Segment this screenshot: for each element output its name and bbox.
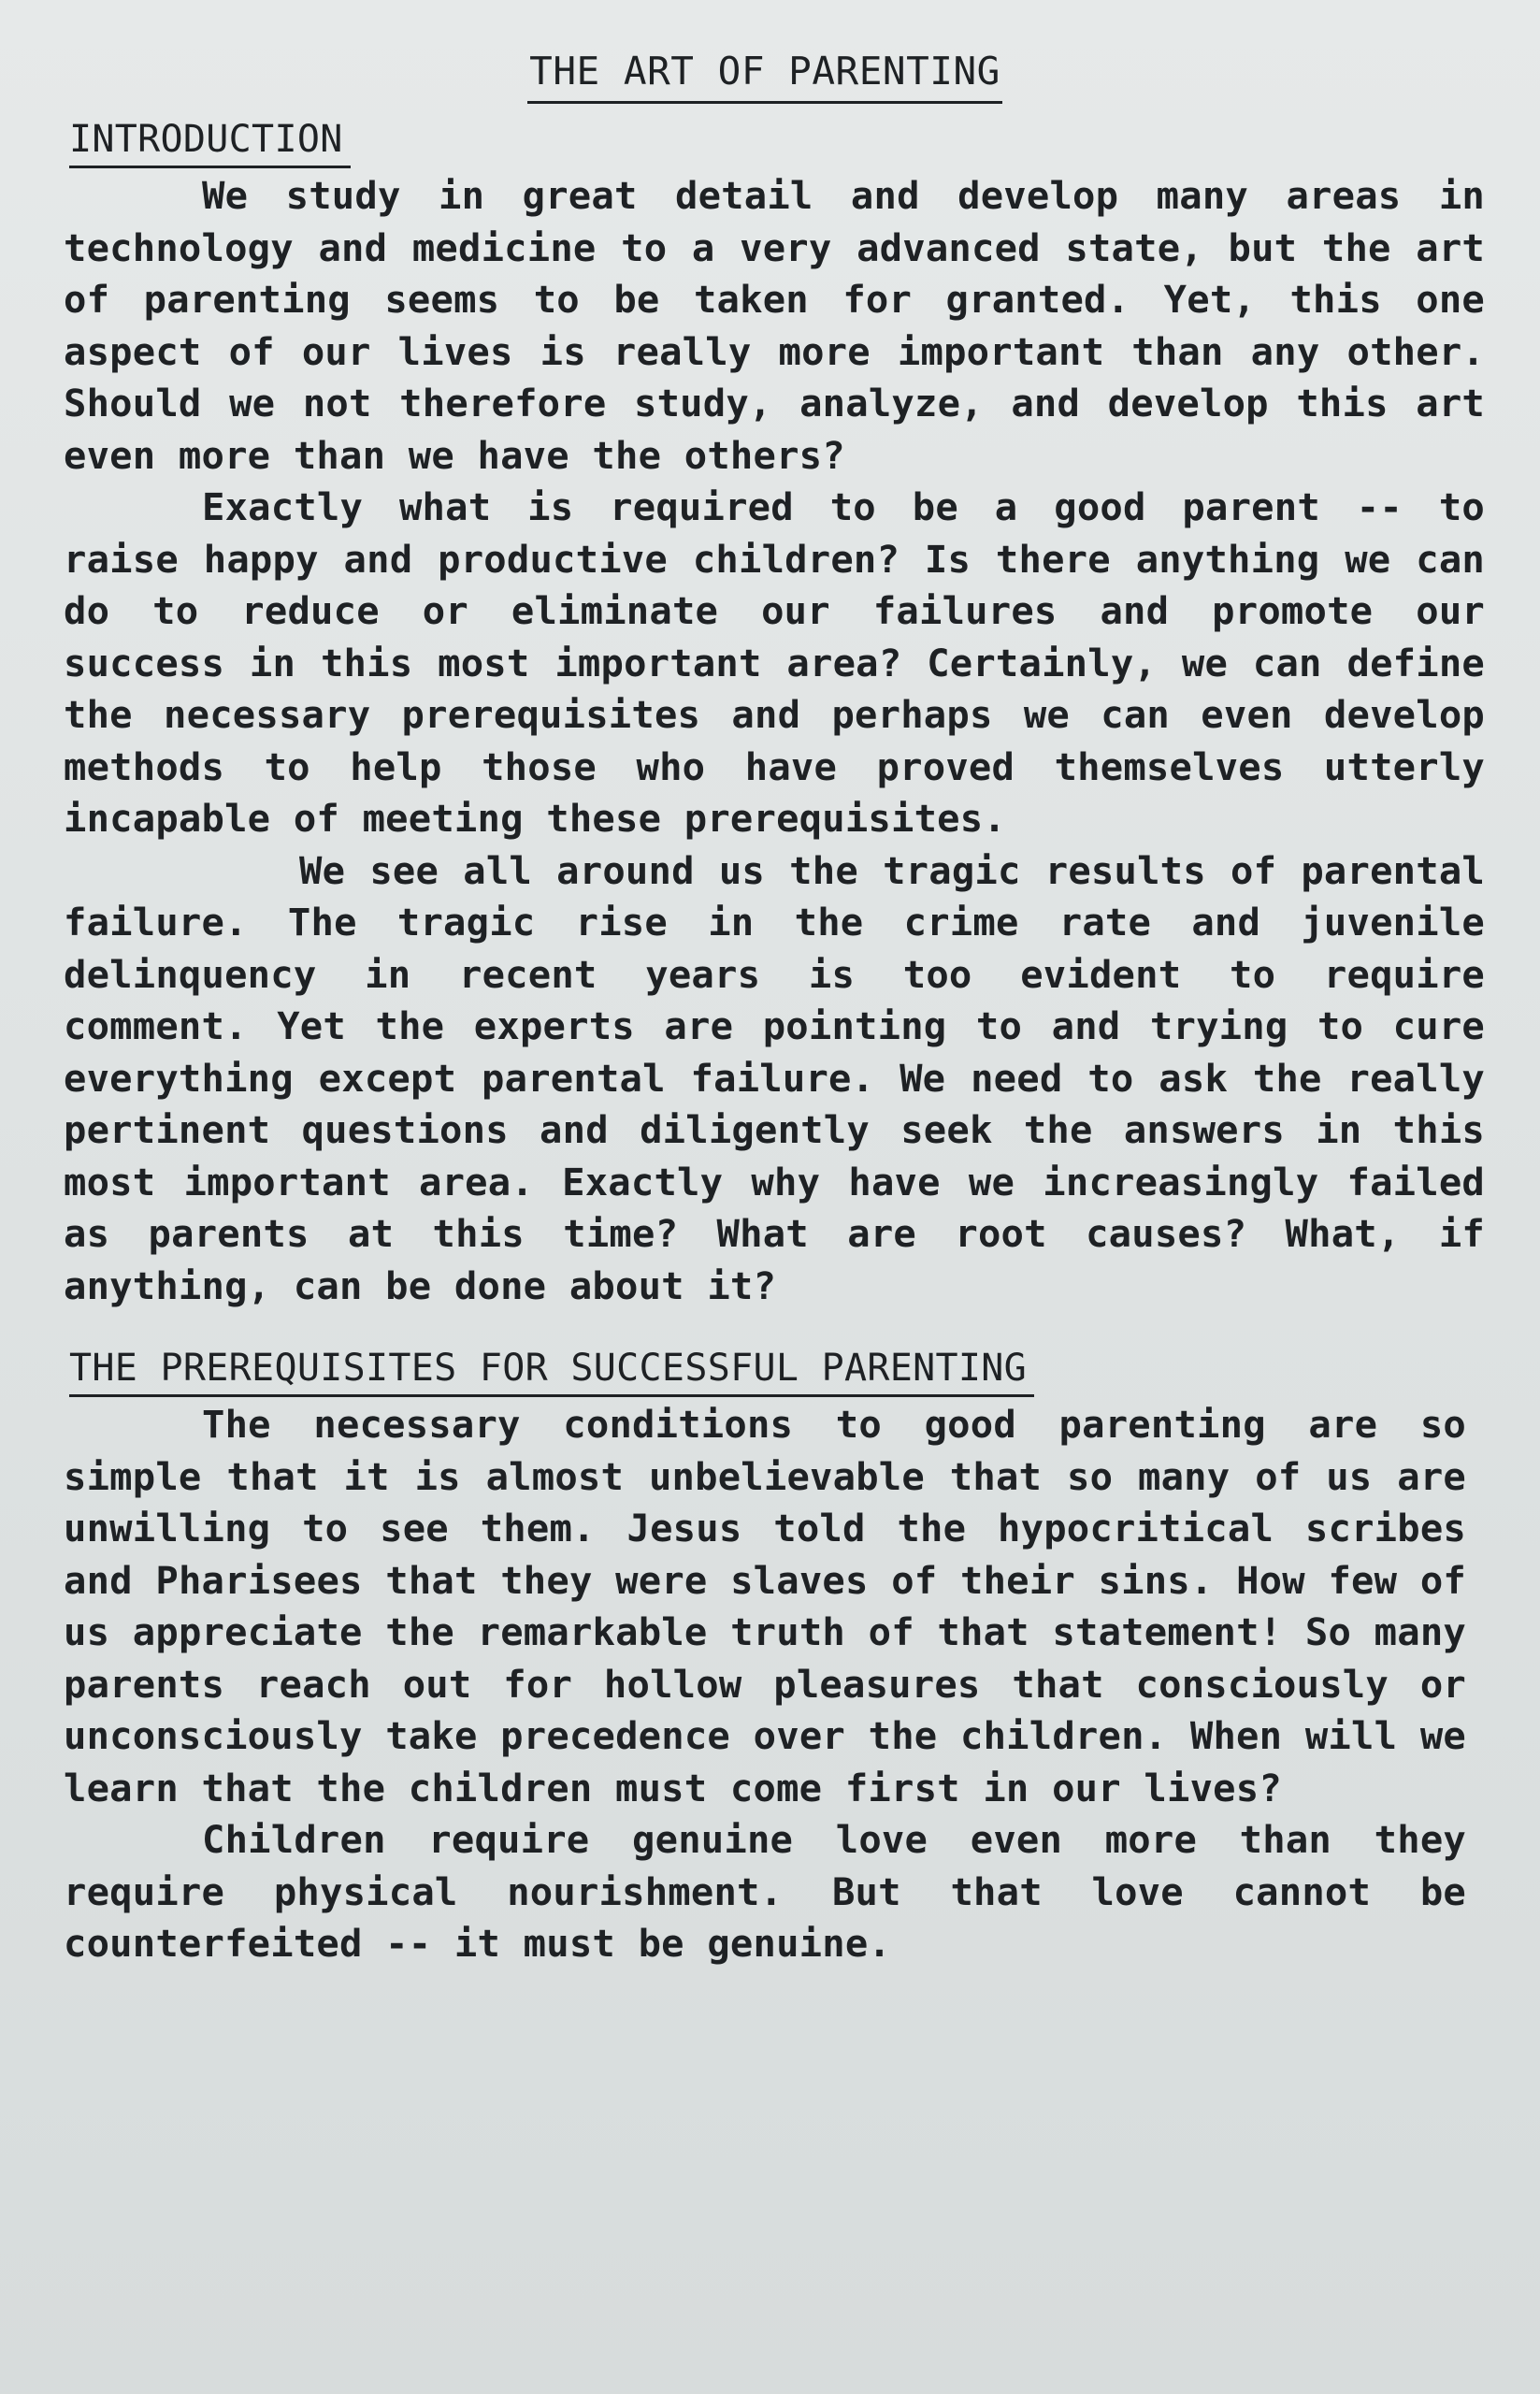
paragraph: The necessary conditions to good parenting are so simple that it is almost unbelievable that so many of us are unwilling to see them. Jesus told the hypocritical scribes and Pharisees that they were slaves of their sins. How few of us appreciate the remarkable truth of that statement! So many parents reach out for hollow pleasures that consciously or unconsciously take precedence over the children. When will we learn that the children must come first in our lives? bbox=[64, 1402, 1466, 1810]
document-title bbox=[64, 43, 1466, 104]
section-introduction bbox=[64, 115, 1484, 1312]
paragraph: We study in great detail and develop many areas in technology and medicine to a very advanced state, but the art of parenting seems to be taken for granted. Yet, this one aspect of our lives is really more important than any other. Should we not therefore study, analyze, and develop this art even more than we have the others? bbox=[64, 173, 1485, 478]
document-title-text: THE ART OF PARENTING bbox=[527, 43, 1002, 104]
section-heading-text: INTRODUCTION bbox=[69, 115, 351, 168]
paragraph: Children require genuine love even more than they require physical nourishment. But that love cannot be counterfeited -- it must be genuine. bbox=[64, 1817, 1466, 1966]
section-heading-text: THE PREREQUISITES FOR SUCCESSFUL PARENTING bbox=[69, 1344, 1034, 1397]
paragraph: We see all around us the tragic results of parental failure. The tragic rise in the crime rate and juvenile delinquency in recent years is too evident to require comment. Yet the experts are pointing to and trying to cure everything except parental failure. We need to ask the really pertinent questions and diligently seek the answers in this most important area. Exactly why have we increasingly failed as parents at this time? What are root causes? What, if anything, can be done about it? bbox=[64, 847, 1485, 1308]
section-heading bbox=[69, 1344, 1484, 1397]
section-heading bbox=[69, 115, 1484, 168]
paragraph: Exactly what is required to be a good parent -- to raise happy and productive children? Is there anything we can do to reduce or eliminate our failures and promote our success in this most important area? Certainly, we can define the necessary prerequisites and perhaps we can even develop methods to help those who have proved themselves utterly incapable of meeting these prerequisites. bbox=[64, 484, 1485, 841]
section-prerequisites bbox=[64, 1344, 1484, 1970]
